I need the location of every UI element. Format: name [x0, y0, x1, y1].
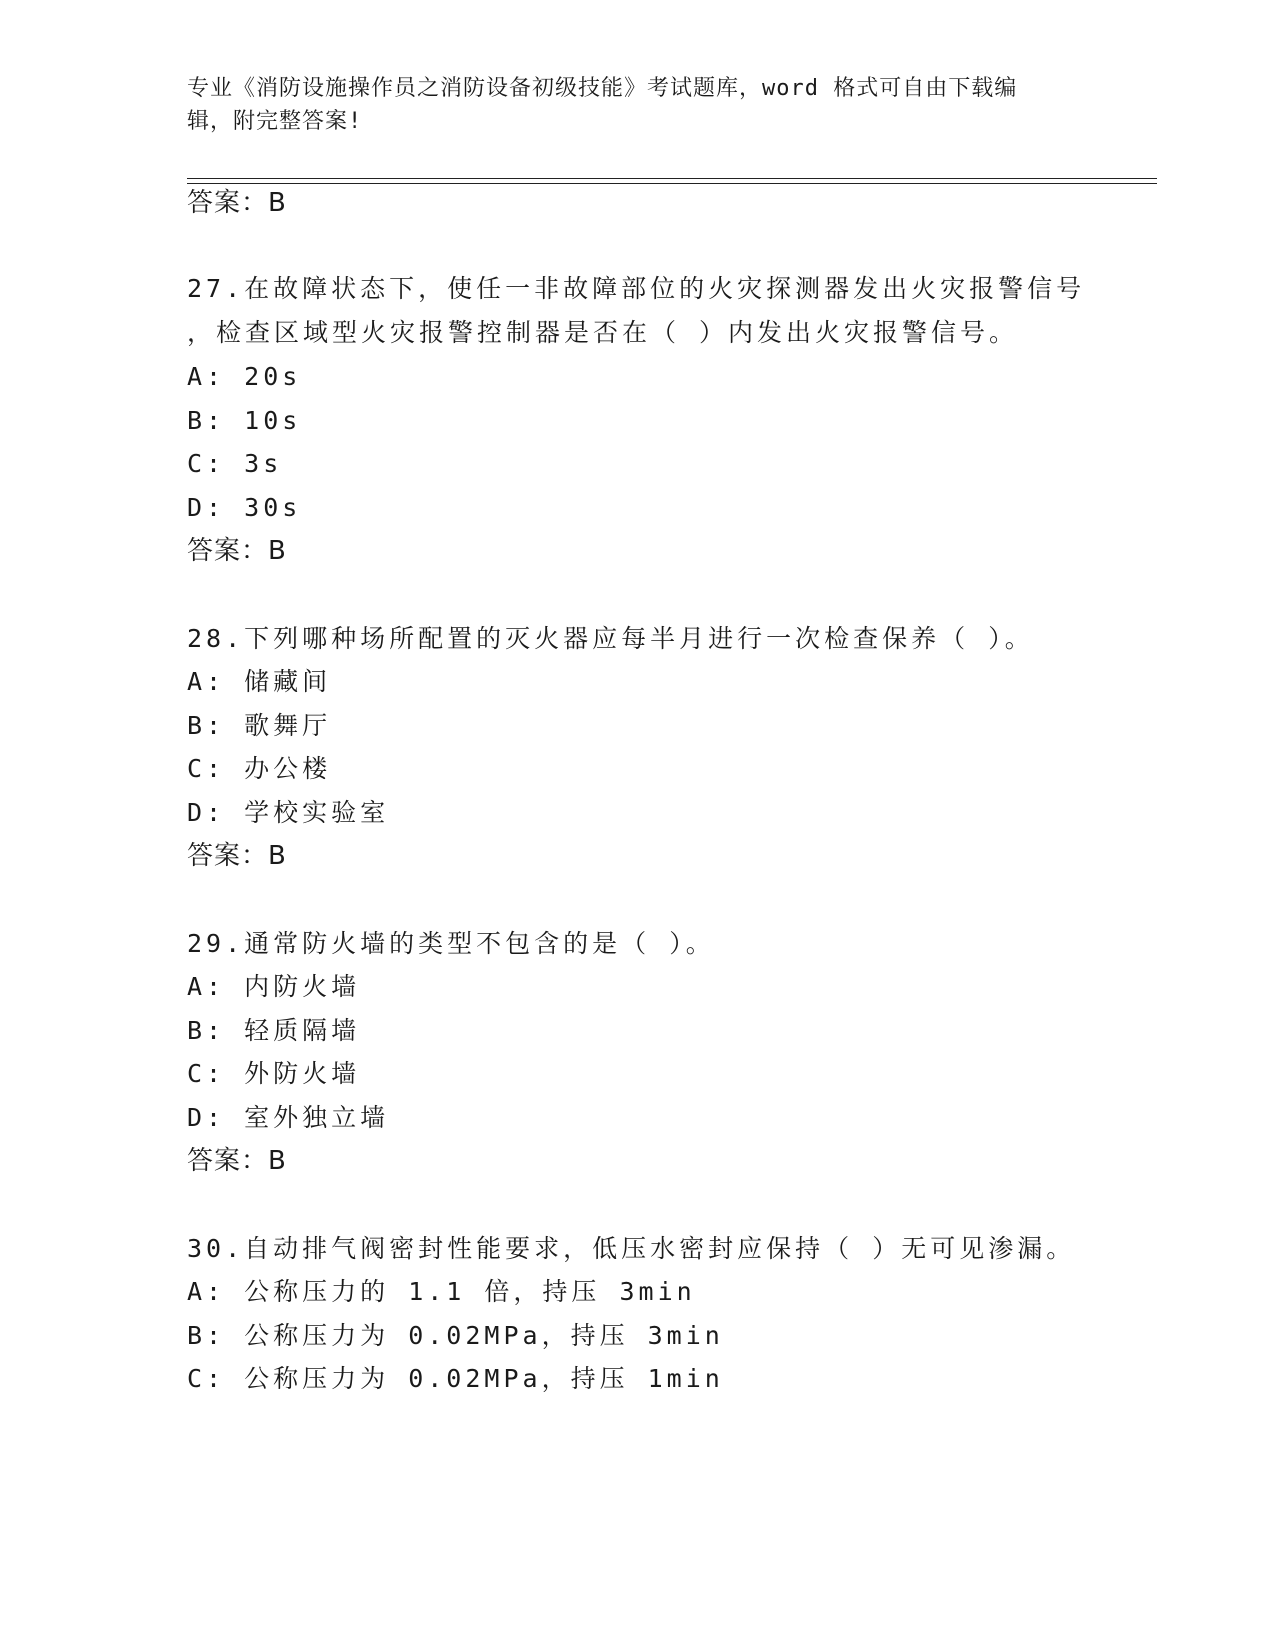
- question-29-option-b: B: 轻质隔墙: [187, 1016, 361, 1045]
- question-27-text-cont: ，检查区域型火灾报警控制器是否在（ ）内发出火灾报警信号。: [187, 318, 1019, 347]
- answer-26: 答案：B: [187, 188, 287, 218]
- header-rule-top: [187, 178, 1157, 179]
- question-27-option-c: C: 3s: [187, 449, 283, 478]
- question-30-option-a: A: 公称压力的 1.1 倍，持压 3min: [187, 1277, 696, 1306]
- question-29-text: 29.通常防火墙的类型不包含的是（ ）。: [187, 929, 715, 958]
- question-28-option-d: D: 学校实验室: [187, 798, 390, 827]
- question-28-option-c: C: 办公楼: [187, 754, 332, 783]
- question-28-text: 28.下列哪种场所配置的灭火器应每半月进行一次检查保养（ ）。: [187, 624, 1034, 653]
- question-28-option-a: A: 储藏间: [187, 667, 332, 696]
- question-29-option-c: C: 外防火墙: [187, 1059, 361, 1088]
- header-rule-bottom: [187, 183, 1157, 184]
- question-30-option-c: C: 公称压力为 0.02MPa，持压 1min: [187, 1364, 724, 1393]
- answer-27: 答案：B: [187, 536, 287, 566]
- question-30-option-b: B: 公称压力为 0.02MPa，持压 3min: [187, 1321, 724, 1350]
- question-30-text: 30.自动排气阀密封性能要求，低压水密封应保持（ ）无可见渗漏。: [187, 1234, 1076, 1263]
- header-line-2: 辑，附完整答案!: [187, 109, 363, 134]
- question-29-option-a: A: 内防火墙: [187, 972, 361, 1001]
- question-29-option-d: D: 室外独立墙: [187, 1103, 390, 1132]
- question-27-option-a: A: 20s: [187, 362, 302, 391]
- answer-28: 答案：B: [187, 841, 287, 871]
- header-line-1: 专业《消防设施操作员之消防设备初级技能》考试题库，word 格式可自由下载编: [187, 76, 1018, 101]
- document-header: [187, 72, 1067, 138]
- question-27-text: 27.在故障状态下，使任一非故障部位的火灾探测器发出火灾报警信号: [187, 274, 1086, 303]
- question-27-option-d: D: 30s: [187, 493, 302, 522]
- answer-29: 答案：B: [187, 1146, 287, 1176]
- document-page: [187, 0, 1157, 1650]
- question-27-option-b: B: 10s: [187, 406, 302, 435]
- question-28-option-b: B: 歌舞厅: [187, 711, 332, 740]
